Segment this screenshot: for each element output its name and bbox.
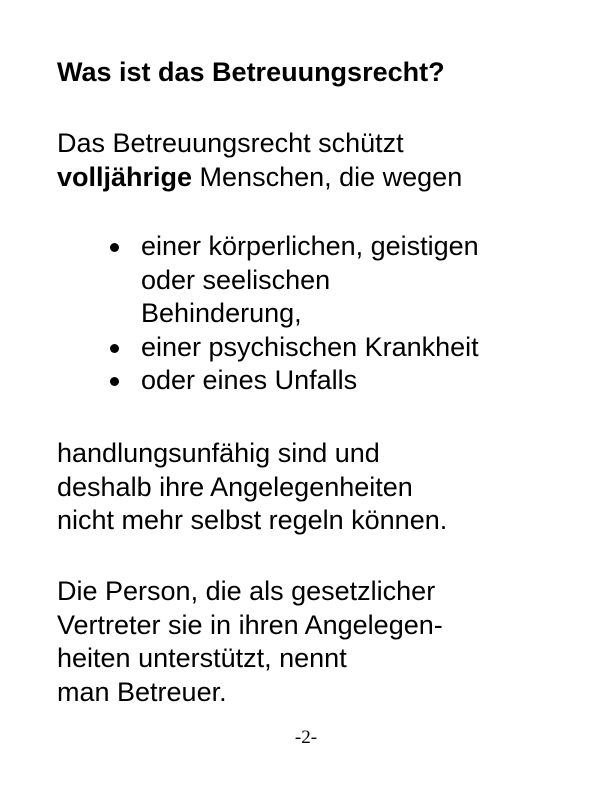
list-item [105,364,479,398]
list-item [105,331,479,365]
intro-line-1: Das Betreuungsrecht schützt [57,128,404,158]
paragraph-line: man Betreuer. [57,676,227,707]
intro-line-2 [57,161,462,195]
intro-line-2-rest: Menschen, die wegen [192,161,463,192]
paragraph-line: nicht mehr selbst regeln können. [57,505,448,535]
intro-paragraph [57,127,462,194]
paragraph-line: Vertreter sie in ihren Angelegen- [57,609,443,640]
paragraph-line: Die Person, die als gesetzlicher [57,576,436,606]
page-heading: Was ist das Betreuungsrecht? [57,57,445,87]
bullet-icon [110,243,119,252]
list-item-line: einer psychischen Krankheit [141,331,479,362]
cause-list [105,230,479,398]
definition-paragraph [57,575,443,709]
consequence-paragraph [57,437,447,538]
emphasis-volljaehrige: volljährige [57,161,193,192]
list-item-line: einer körperlichen, geistigen [141,231,479,261]
bullet-icon [110,377,119,386]
list-item-line: oder seelischen [141,264,331,295]
paragraph-line: deshalb ihre Angelegenheiten [57,471,413,502]
page-number: -2- [294,727,318,748]
paragraph-line: handlungsunfähig sind und [57,438,380,468]
list-item-line: oder eines Unfalls [141,365,358,395]
list-item-line: Behinderung, [141,298,302,328]
paragraph-line: heiten unterstützt, nennt [57,643,347,673]
list-item [105,230,479,331]
bullet-icon [110,344,119,353]
